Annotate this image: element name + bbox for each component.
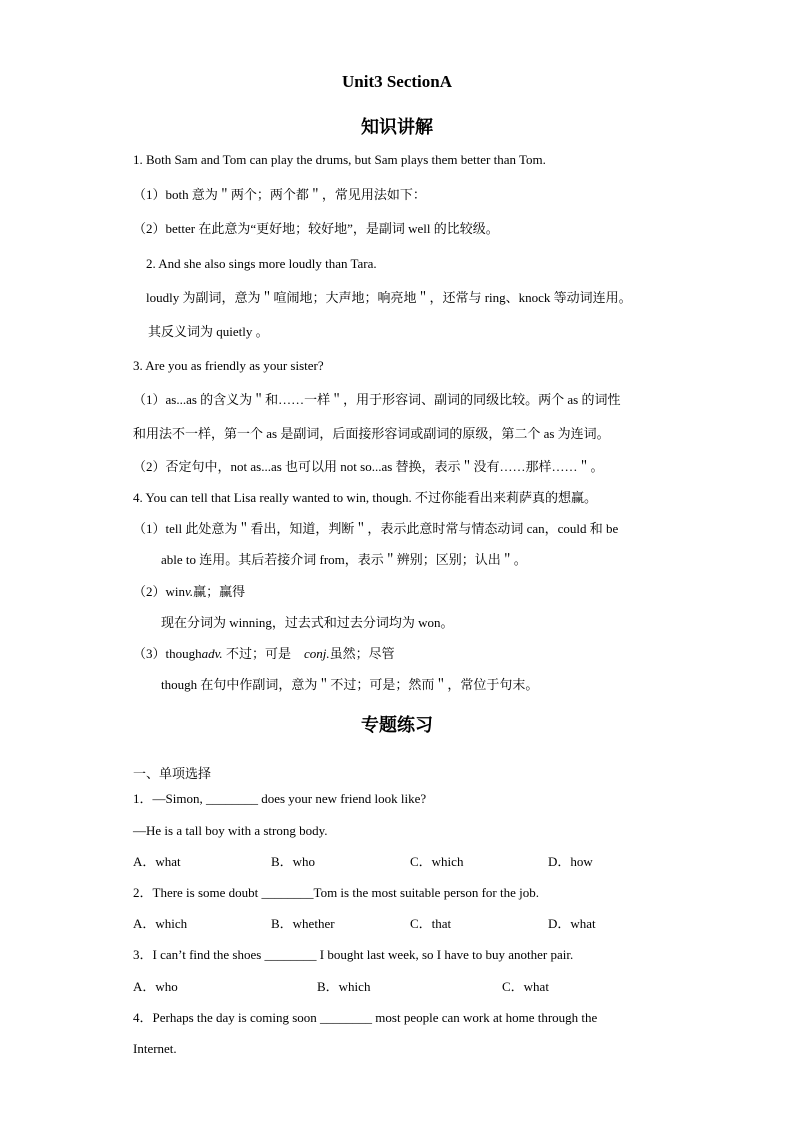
point-4-note-1: （1）tell 此处意为＂看出，知道，判断＂，表示此意时常与情态动词 can，could 和 be (133, 521, 619, 536)
option: C．which (410, 854, 464, 869)
option: D．what (548, 916, 596, 931)
question-4-cont: Internet. (133, 1041, 177, 1056)
point-4-note-3: （3）thoughadv. 不过；可是 conj.虽然；尽管 (133, 646, 395, 661)
option: A．who (133, 979, 178, 994)
point-3: 3. Are you as friendly as your sister? (133, 358, 324, 373)
point-2-note-2: 其反义词为 quietly 。 (148, 324, 269, 339)
point-4-note-2-detail: 现在分词为 winning，过去式和过去分词均为 won。 (161, 615, 454, 630)
option: D．how (548, 854, 593, 869)
point-1: 1. Both Sam and Tom can play the drums, but Sam plays them better than Tom. (133, 152, 546, 167)
point-3-note-1: （1）as...as 的含义为＂和……一样＂，用于形容词、副词的同级比较。两个 as 的词性 (133, 392, 621, 407)
option: A．which (133, 916, 188, 931)
point-4-note-2: （2）winv.赢；赢得 (133, 584, 246, 599)
page-title: Unit3 SectionA (341, 72, 453, 91)
question-1: 1．—Simon, ________ does your new friend look like? (133, 791, 427, 806)
option: B．who (271, 854, 316, 869)
point-4: 4. You can tell that Lisa really wanted to win, though. 不过你能看出来莉萨真的想赢。 (133, 490, 597, 505)
option: B．which (317, 979, 371, 994)
point-2-note-1: loudly 为副词，意为＂喧闹地；大声地；响亮地＂，还常与 ring、knock 等动词连用。 (146, 290, 632, 305)
exercise-part-title: 一、单项选择 (133, 766, 212, 781)
point-2: 2. And she also sings more loudly than Tara. (146, 256, 377, 271)
point-4-note-1-cont: able to 连用。其后若接介词 from，表示＂辨别；区别；认出＂。 (161, 552, 527, 567)
point-3-note-2: （2）否定句中，not as...as 也可以用 not so...as 替换，表示＂没有……那样……＂。 (133, 459, 604, 474)
point-1-note-1: （1）both 意为＂两个；两个都＂，常见用法如下： (133, 187, 426, 202)
question-3: 3．I can’t find the shoes ________ I bought last week, so I have to buy another pair. (133, 947, 574, 962)
question-4: 4．Perhaps the day is coming soon ________ most people can work at home through the (133, 1010, 598, 1025)
question-1-reply: —He is a tall boy with a strong body. (133, 823, 328, 838)
option: B．whether (271, 916, 335, 931)
point-1-note-2: （2）better 在此意为“更好地；较好地”，是副词 well 的比较级。 (133, 221, 499, 236)
section-heading-knowledge: 知识讲解 (361, 117, 433, 138)
option: C．that (410, 916, 452, 931)
option: C．what (502, 979, 549, 994)
section-heading-exercise: 专题练习 (361, 715, 433, 736)
point-3-note-1-cont: 和用法不一样，第一个 as 是副词，后面接形容词或副词的原级，第二个 as 为连词。 (133, 426, 610, 441)
question-2: 2．There is some doubt ________Tom is the most suitable person for the job. (133, 885, 540, 900)
option: A．what (133, 854, 181, 869)
point-4-note-3-detail: though 在句中作副词，意为＂不过；可是；然而＂，常位于句末。 (161, 677, 539, 692)
